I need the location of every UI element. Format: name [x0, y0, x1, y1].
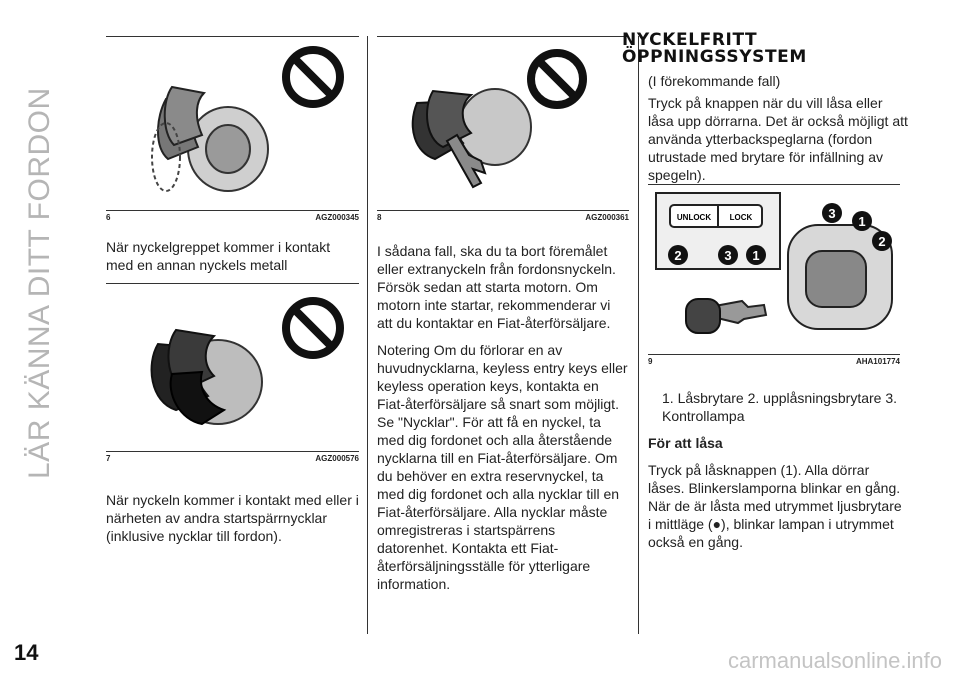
column-3-intro — [648, 72, 908, 193]
paragraph: Tryck på låsknappen (1). Alla dörrar låses. Blinkerslamporna blinkar en gång. När de är låsta med utrymmet ljusbrytare i mittläge (●), blinkar lampan i utrymmet också en gång. — [648, 462, 902, 550]
callout-3-b: 3 — [828, 206, 836, 221]
heading-line-1: NYCKELFRITT — [622, 30, 758, 50]
figure-9-caption — [648, 357, 900, 366]
lock-label: LOCK — [729, 213, 753, 222]
section-heading — [622, 32, 912, 66]
figure-number: 7 — [106, 454, 111, 463]
figure-6-key-ring — [106, 37, 359, 210]
watermark: carmanualsonline.info — [727, 648, 942, 673]
subheading: För att låsa — [648, 435, 723, 451]
callout-1: 1 — [752, 248, 760, 263]
side-title-text: LÄR KÄNNA DITT FORDON — [23, 87, 56, 479]
figure-number: 8 — [377, 213, 382, 222]
callout-2: 2 — [674, 248, 682, 263]
page-number: 14 — [14, 640, 39, 665]
paragraph: Notering Om du förlorar en av huvudnycklarna, keyless entry keys eller keyless operation keys, kontakta en Fiat-återförsäljare så snart som möjligt. Se "Nycklar". För att få en nyckel, ta med dig fordonet och alla återstående nycklarna till en Fiat-återförsäljare. Om du behöver en extra reservnyckel, ta med dig fordonet och alla nycklar till en Fiat-återförsäljare. Alla nycklar måste omregistreras i startspärrens datorenhet. Kontakta ett Fiat-återförsäljningsställe för ytterligare information. — [377, 342, 628, 592]
fig8-bottom-rule — [377, 210, 629, 211]
figure-7-caption — [106, 454, 359, 463]
fig9-bottom-rule — [648, 354, 900, 355]
figure-legend: 1. Låsbrytare 2. upplåsningsbrytare 3. Kontrollampa — [662, 390, 898, 424]
fig7-bottom-rule — [106, 451, 359, 452]
figure-9-keyless-switches — [648, 185, 900, 354]
paragraph: När nyckeln kommer i kontakt med eller i närheten av andra startspärrnycklar (inklusive nycklar till fordon). — [106, 492, 359, 544]
figure-code: AHA101774 — [855, 357, 900, 366]
callout-3: 3 — [724, 248, 732, 263]
paragraph: När nyckelgreppet kommer i kontakt med en annan nyckels metall — [106, 239, 331, 273]
heading-line-2: ÖPPNINGSSYSTEM — [622, 47, 807, 67]
column-divider-1 — [367, 36, 368, 634]
paragraph: I sådana fall, ska du ta bort föremålet eller extranyckeln från fordonsnyckeln. Försök sedan att starta motorn. Om motorn inte startar, rekommenderar vi att du kontaktar en Fiat-återförsäljare. — [377, 243, 616, 331]
column-divider-2 — [638, 36, 639, 634]
fig6-bottom-rule — [106, 210, 359, 211]
column-3-body — [648, 389, 908, 560]
figure-8-caption — [377, 213, 629, 222]
paragraph: Tryck på knappen när du vill låsa eller låsa upp dörrarna. Det är också möjligt att använda ytterbackspeglarna (fordon utrustade med brytare för infällning av spegeln). — [648, 95, 908, 183]
figure-8-keys-bunch — [377, 37, 629, 210]
callout-1-b: 1 — [858, 214, 866, 229]
unlock-label: UNLOCK — [676, 213, 712, 222]
figure-code: AGZ000576 — [315, 454, 359, 463]
fig7-description — [106, 491, 359, 554]
callout-2-b: 2 — [878, 234, 886, 249]
figure-6-caption — [106, 213, 359, 222]
column-2-text — [377, 242, 629, 602]
figure-number: 6 — [106, 213, 111, 222]
optional-note: (I förekommande fall) — [648, 73, 781, 89]
figure-code: AGZ000345 — [315, 213, 359, 222]
figure-number: 9 — [648, 357, 653, 366]
figure-code: AGZ000361 — [585, 213, 629, 222]
figure-7-key-near-keys — [106, 284, 359, 451]
fig6-description — [106, 238, 359, 283]
